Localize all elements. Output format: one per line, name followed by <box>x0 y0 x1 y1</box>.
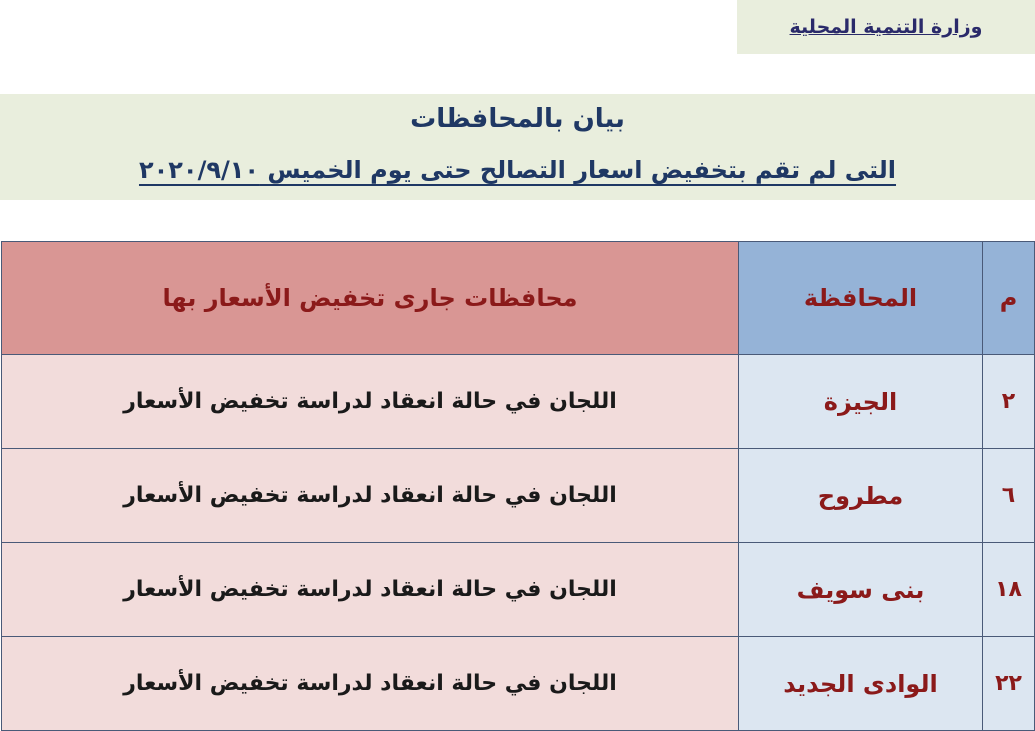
table-row <box>2 449 1035 543</box>
ministry-name: وزارة التنمية المحلية <box>789 16 983 38</box>
row-num: ٢ <box>983 355 1035 449</box>
row-num: ٦ <box>983 449 1035 543</box>
table-row <box>2 543 1035 637</box>
row-num: ٢٢ <box>983 637 1035 731</box>
row-governorate: الوادى الجديد <box>739 637 983 731</box>
row-status: اللجان في حالة انعقاد لدراسة تخفيض الأسعار <box>2 449 739 543</box>
header-status: محافظات جارى تخفيض الأسعار بها <box>2 242 739 355</box>
row-governorate: الجيزة <box>739 355 983 449</box>
page-subtitle-wrap <box>0 156 1035 184</box>
table-row <box>2 355 1035 449</box>
page-subtitle: التى لم تقم بتخفيض اسعار التصالح حتى يوم الخميس ٢٠٢٠/٩/١٠ <box>138 156 897 184</box>
table-header-row <box>2 242 1035 355</box>
page-title: بيان بالمحافظات <box>410 104 625 134</box>
row-governorate: مطروح <box>739 449 983 543</box>
ministry-label-box <box>737 0 1035 54</box>
row-status: اللجان في حالة انعقاد لدراسة تخفيض الأسعار <box>2 355 739 449</box>
row-status: اللجان في حالة انعقاد لدراسة تخفيض الأسعار <box>2 543 739 637</box>
header-num: م <box>983 242 1035 355</box>
row-num: ١٨ <box>983 543 1035 637</box>
governorates-table <box>1 241 1035 731</box>
row-governorate: بنى سويف <box>739 543 983 637</box>
header-governorate: المحافظة <box>739 242 983 355</box>
table-row <box>2 637 1035 731</box>
row-status: اللجان في حالة انعقاد لدراسة تخفيض الأسعار <box>2 637 739 731</box>
